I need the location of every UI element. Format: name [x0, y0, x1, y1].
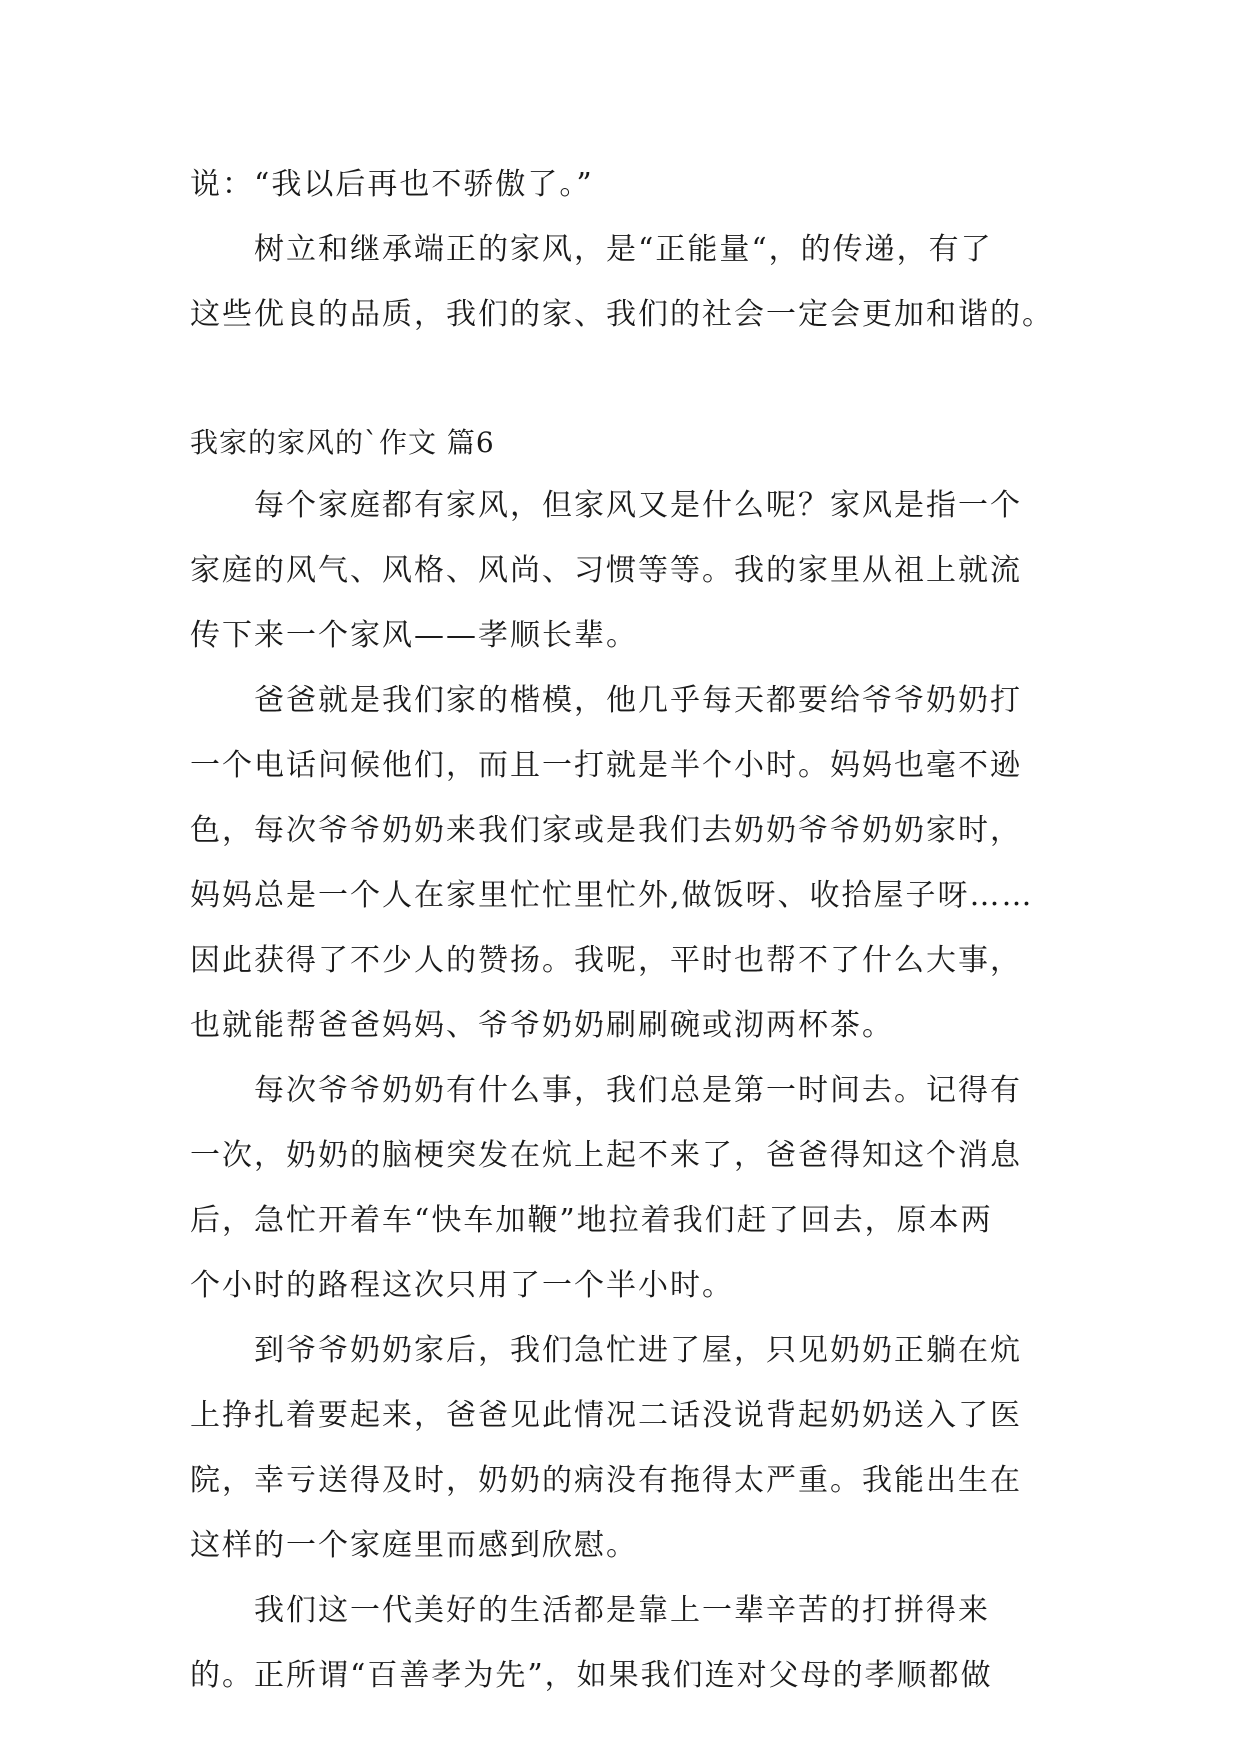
text-line: 上挣扎着要起来，爸爸见此情况二话没说背起奶奶送入了医	[190, 1398, 1022, 1433]
text-line: 每次爷爷奶奶有什么事，我们总是第一时间去。记得有	[254, 1073, 1022, 1108]
text-line: 这些优良的品质，我们的家、我们的社会一定会更加和谐的。	[190, 297, 1054, 332]
text-line: 也就能帮爸爸妈妈、爷爷奶奶刷刷碗或沏两杯茶。	[190, 1008, 894, 1043]
text-line: 爸爸就是我们家的楷模，他几乎每天都要给爷爷奶奶打	[254, 683, 1022, 718]
text-line: 一个电话问候他们，而且一打就是半个小时。妈妈也毫不逊	[190, 748, 1022, 783]
document-body	[190, 152, 1054, 1708]
text-line: 树立和继承端正的家风，是“正能量“，的传递，有了	[254, 232, 993, 267]
text-line: 这样的一个家庭里而感到欣慰。	[190, 1528, 638, 1563]
text-line: 我们这一代美好的生活都是靠上一辈辛苦的打拼得来	[254, 1593, 990, 1628]
text-line: 后，急忙开着车“快车加鞭”地拉着我们赶了回去，原本两	[190, 1203, 993, 1238]
text-line: 妈妈总是一个人在家里忙忙里忙外,做饭呀、收拾屋子呀……	[190, 878, 1034, 913]
text-line: 说：“我以后再也不骄傲了。”	[190, 167, 594, 202]
paragraph	[190, 1318, 1050, 1578]
paragraph	[190, 668, 1050, 1058]
paragraph	[190, 1578, 1050, 1708]
paragraph	[190, 473, 1050, 668]
text-line: 家庭的风气、风格、风尚、习惯等等。我的家里从祖上就流	[190, 553, 1022, 588]
text-line: 色，每次爷爷奶奶来我们家或是我们去奶奶爷爷奶奶家时，	[190, 813, 1022, 848]
section-title: 我家的家风的`作文 篇6	[190, 426, 495, 459]
text-line: 传下来一个家风——孝顺长辈。	[190, 618, 638, 653]
text-line: 个小时的路程这次只用了一个半小时。	[190, 1268, 734, 1303]
text-line: 的。正所谓“百善孝为先”，如果我们连对父母的孝顺都做	[190, 1658, 993, 1693]
paragraph	[190, 1058, 1050, 1318]
text-line: 院，幸亏送得及时，奶奶的病没有拖得太严重。我能出生在	[190, 1463, 1022, 1498]
text-line: 每个家庭都有家风，但家风又是什么呢？家风是指一个	[254, 488, 1022, 523]
text-line: 因此获得了不少人的赞扬。我呢，平时也帮不了什么大事，	[190, 943, 1022, 978]
text-line: 到爷爷奶奶家后，我们急忙进了屋，只见奶奶正躺在炕	[254, 1333, 1022, 1368]
section-gap	[190, 347, 1050, 413]
text-line: 一次，奶奶的脑梗突发在炕上起不来了，爸爸得知这个消息	[190, 1138, 1022, 1173]
